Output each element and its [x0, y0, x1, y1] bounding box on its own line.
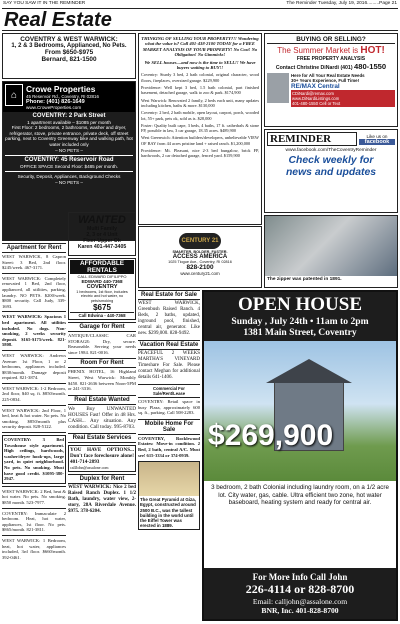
room-text: PHENIX HOTEL, 16 Highland Street, West Warwick: Monthly $450. 821-2636 between Noon-5PM or 241-3316.: [68, 369, 136, 392]
apartment-listing: WEST WARWICK: Andrews Avenue: 1st Floor, 1 or 2 bedrooms, appliances included. $830/month. Damage deposit required. 821-3874.: [2, 352, 66, 381]
crowe-listing-body: Security, Deposit, Appliances, Background Checks – NO PETS –: [17, 174, 121, 185]
like-text: Like us on: [366, 133, 388, 139]
crowe-header: [3, 82, 135, 112]
header-left: SAY YOU SAW IT IN THE REMINDER: [3, 1, 86, 6]
remax-email[interactable]: CDiNardi@remax.com: [292, 91, 334, 96]
vacation-heading: Vacation Real Estate: [139, 342, 199, 348]
open-house-title: OPEN HOUSE: [237, 294, 363, 315]
century21-address: 1025 Tiogue Ave., Coventry, RI 02816: [168, 260, 232, 264]
affordable-price: $675: [93, 303, 111, 313]
remax-ad: [264, 33, 398, 127]
listing-item: Foster: Quality built cape, 3 beds, 4 baths, 17 ft. cathedrals & stone FP, possible in law, 3 car garage, 18.35 acres. $489,900: [141, 122, 259, 134]
affordable-desc: 1 bedrooms, 1st floor, includes electric and hot water, no pets/smoking: [76, 290, 128, 303]
open-house-address: 1381 Main Street, Coventry: [243, 327, 357, 338]
wanted-line: Karen 401-447-3405: [77, 244, 127, 250]
open-house-date: Sunday , July 24th • 11am to 2pm: [231, 316, 369, 327]
remax-here: Here for All Your Real Estate Needs: [291, 73, 365, 78]
crowe-website[interactable]: www.CroweProperties.com: [26, 105, 82, 110]
open-house-more: For More Info Call John: [252, 572, 348, 582]
wanted-line: Multi Family: [87, 226, 117, 232]
duplex-text: WEST WARWICK: Nice 2 bed Raised Ranch Duplex. 1 1/2 Bath, laundry, water view, 2-story, 28A Riverdale Avenue. $975. 378-6204.: [68, 485, 136, 515]
wanted-line: Fixer-Upper Ok: [83, 238, 121, 244]
listing-item: Providence: Well kept 3 bed, 1.5 bath colonial, part finished basement, detached garage, walk to zoo & park. $174,900: [141, 85, 259, 96]
header-right: The Reminder Tuesday, July 19, 2016.........Page 21: [286, 1, 397, 6]
open-house-ad: [202, 290, 398, 621]
check-weekly: Check weekly for: [288, 155, 374, 166]
crowe-listing-title: COVENTRY: 2 Park Street: [32, 113, 106, 119]
remax-top: BUYING OR SELLING?: [267, 36, 395, 44]
century21-website[interactable]: www.century21.com: [180, 271, 220, 276]
apartment-listing: WEST WARWICK: 2nd Floor, 1 bed, heat & hot water. No pets. No smoking. $850/month plus security deposit. 828-5122.: [2, 407, 66, 430]
apartment-listing: WEST WARWICK, 8 Capron Street: 3 Bed, 2nd floor. $245/week. 467-3171.: [2, 254, 66, 271]
reminder-url[interactable]: www.facebook.com/TheCoventryReminder: [285, 148, 377, 153]
apartment-listing: WEST WARWICK: 2 Bed, heat & hot water. No pets. No smoking. $850 month. 523-7977.: [2, 488, 66, 505]
listing-item: West Greenwich: Attention builders/developers, unbelievable VIEW OF BAY from 44 acres pristine land + raised ranch. $1,200,000: [141, 135, 259, 146]
third-small-column: [138, 290, 200, 621]
vacation-text: PEACEFUL 2 WEEKS MARTHA'S VINEYARD Timeshare For Sale. Please contact Meghan for additional details 641-1406.: [138, 351, 200, 380]
house-roof: [266, 359, 352, 383]
re-wanted-heading: Real Estate Wanted: [68, 395, 136, 405]
open-house-phones: 226-4114 or 828-8700: [245, 582, 355, 596]
affordable-call: Call Edwina - 440-7368: [70, 312, 134, 318]
agent-photo: [267, 73, 289, 103]
century21-ad: [138, 226, 262, 288]
sale-text: WEST WARWICK, Greenbush Raised Ranch. 4 Beds, 2 baths, updated, inground pool, finished, central air, generator. Like new. $299,000. 828-9492.: [138, 301, 200, 336]
services-text: YOU HAVE OPTIONS... Don't face foreclosure alone! 401-714-2893: [70, 446, 134, 465]
section-title: Real Estate: [4, 9, 112, 31]
crowe-address: 45 Reservoir Rd., Coventry, RI 02816: [26, 94, 99, 99]
coventry-ad-contact: Bernard, 821-1500: [41, 56, 97, 63]
coventry-ad-title: COVENTRY & WEST WARWICK:: [20, 36, 118, 43]
house-photo: [204, 341, 396, 481]
thinking-subtext: We SELL houses....and now is the time to SELL!! We have buyers waiting to BUY!!: [144, 59, 256, 71]
apartment-listing: COVENTRY: 3 Bed Townhouse style apartment. High ceilings, hardwoods, washer/dryer hook-ups, large yard, in quiet neighborhood. No pets. No smoking. Must have good credit. $1095-380-2947.: [2, 435, 66, 484]
pyramid-caption: The Great Pyramid at Giza, Egypt, constructed around 2500 B.C., was the tallest building in the world until the Eiffel Tower was erected in 1889.: [140, 497, 196, 529]
coventry-ad-line: 1, 2 & 3 Bedrooms, Applianced, No Pets.: [11, 43, 127, 49]
zipper-filler: [264, 215, 398, 288]
crowe-listing-body: OFFICE SPACE Second Floor: $485 per month.: [20, 163, 118, 169]
apartment-heading: Apartment for Rent: [2, 243, 66, 253]
garage-heading: Garage for Rent: [68, 322, 136, 332]
remax-contact: Contact Christine DiNardi (401): [275, 65, 353, 71]
affordable-phone: EDWARD 440-7368: [81, 279, 123, 284]
wanted-line: 2, 3 or 4 Unit: [86, 232, 118, 238]
open-house-price: $269,900: [208, 419, 334, 452]
re-wanted-text: We Buy UNWANTED HOUSES Fast! Offer in 48 Hrs. CASH... Any situation. Any condition. Call today. 995-8703.: [68, 405, 136, 430]
remax-summer: The Summer Market is: [277, 46, 359, 55]
listing-item: Coventry: 2 bed, 2 bath mobile, open layout, carport, porch, wooded lot, 55+ park, pets ok, sold as is. $28,000: [141, 110, 259, 121]
reminder-ad: [264, 129, 398, 213]
remax-brand: RE/MAX Central: [291, 83, 340, 90]
century21-phone: 828-2100: [186, 264, 214, 271]
section-banner: [2, 8, 398, 31]
listing-item: West Warwick: Renovated 2 family, 2 beds each unit, many updates including kitchen, baths & more. $130,000: [141, 97, 259, 108]
remax-phone: 480-1550: [354, 62, 387, 71]
services-email[interactable]: callJohn@assalone.com: [70, 464, 109, 470]
remax-hot: HOT!: [360, 45, 385, 56]
room-heading: Room For Rent: [68, 358, 136, 368]
open-house-desc: 3 bedroom, 2 bath Colonial including laundry room, on a 1/2 acre lot. City water, gas, cable. Ultra efficient two zone, hot water baseboard, heating system and ready for central air.: [211, 484, 389, 507]
thinking-selling-ad: [138, 33, 262, 225]
apartment-listing: COVENTRY: Immaculate 2 bedroom. Heat, hot water, appliances, 1st floor. No pets. $865/month. 821-3811.: [2, 510, 66, 533]
pyramid-photo: [139, 462, 199, 496]
affordable-town: COVENTRY: [86, 284, 118, 290]
remax-fpa: FREE PROPERTY ANALYSIS: [296, 56, 366, 62]
apartment-listing: WEST WARWICK: 1-2 Bedroom, 2nd floor, $40 sq. ft. $850/month. 225-0834.: [2, 385, 66, 403]
commercial-heading: Commercial For Sale/Rent/Lease: [138, 384, 200, 398]
apartment-listing: WEST WARWICK: Completely renovated 1 Bed, 2nd floor, applianced, all utilities, parking, laundry. NO PETS. $200/week. $800 security. Call Judy, 339-1693.: [2, 275, 66, 309]
remax-web[interactable]: www.DiNardiListings.com: [292, 96, 340, 101]
apartment-listing: WEST WARWICK: 1 Bedroom, heat, hot water, appliances included, 3rd floor. $660/month. 392-0461.: [2, 537, 66, 560]
affordable-rentals-ad: [68, 258, 136, 320]
open-house-bnr: BNR, Inc. 401-828-8700: [261, 606, 339, 615]
remax-experience: 30+ Years Experience, Full Time!: [291, 78, 360, 83]
coventry-ad: [2, 33, 136, 79]
zipper-photo: [265, 216, 397, 276]
affordable-title: AFFORDABLE RENTALS: [70, 260, 134, 274]
listing-item: Providence: Mt. Pleasant, nice 2-3 bed bungalow, brick FP, hardwoods, 2 car detached garage, fenced yard. $159,900: [141, 148, 259, 159]
garage-text: ANTIQUE/CLASSIC CAR STORAGE: Dry, secure. Reasonable. Serving your needs since 1984. 821-0016.: [68, 333, 136, 355]
century21-logo: CENTURY 21: [179, 233, 221, 249]
wanted-ad: [68, 212, 136, 256]
mobile-text: COVENTRY, Rocklewood Estates: Move-in condition. 2 Bed, 2 bath, central A/C. Must see! 615-3334 or 374-0939.: [138, 435, 200, 458]
news-updates: news and updates: [285, 167, 377, 178]
affordable-sub: CALL EDWARD DIFILIPPO: [77, 274, 127, 279]
zipper-caption: The zipper was patented in 1891.: [267, 277, 342, 282]
wanted-title: WANTED: [78, 214, 126, 226]
open-house-email[interactable]: Email: calljohn@assalone.com: [252, 597, 348, 606]
house-icon: ⌂: [5, 84, 23, 106]
commercial-text: COVENTRY: Retail space in busy Plaza, approximately 600 sq. ft., parking. Call 508-2283.: [138, 399, 200, 416]
mobile-heading: Mobile Home For Sale: [138, 419, 200, 435]
sale-heading: Real Estate for Sale: [138, 290, 200, 300]
apartment-listing: WEST WARWICK: Spacious 1 bed apartment. All utilities included. No dogs. Non-smoking, 2 weeks security deposit. $165-$175/week. 821-5808.: [2, 314, 66, 348]
services-heading: Real Estate Services: [68, 433, 136, 443]
coventry-ad-price: From $650-$975: [44, 49, 94, 56]
crowe-name: Crowe Properties: [26, 84, 96, 94]
crowe-listing-title: COVENTRY: 45 Reservoir Road: [24, 157, 114, 164]
remax-cell: 401-480-1550 Cell or Text: [292, 101, 341, 106]
reminder-logo: REMINDER: [267, 132, 357, 146]
apartment-column: [2, 243, 66, 621]
crowe-phone: Phone: (401) 826-1649: [26, 99, 85, 105]
century21-office: ACCESS AMERICA: [172, 254, 228, 260]
page-header: [0, 0, 400, 8]
century21-tagline: SMARTER. BOLDER. FASTER.: [172, 250, 228, 254]
facebook-icon[interactable]: facebook: [359, 139, 395, 145]
middle-small-column: [68, 322, 136, 621]
duplex-heading: Duplex for Rent: [68, 474, 136, 484]
listing-item: Coventry: Sturdy 3 bed, 2 bath colonial, original character, wood floors, fireplaces, oversized garage. $229,900: [141, 72, 259, 83]
thinking-text: THINKING OF SELLING YOUR PROPERTY?!! Wondering what the value is? Call 401-438-2100 TODAY for a FREE MARKET ANALYSIS OF YOUR PROPERTY! No Cost! No Obligation! No Gimmicks!: [141, 36, 259, 58]
crowe-listing-body: 1 apartment available – $1085 per month First Floor: 2 bedrooms, 2 bathrooms, washer and dryer, refrigerator, stove, private entrance, private deck, off street parking, next to Coventry Greenway bike and walking path, hot water included only – NO PETS –: [5, 119, 133, 153]
